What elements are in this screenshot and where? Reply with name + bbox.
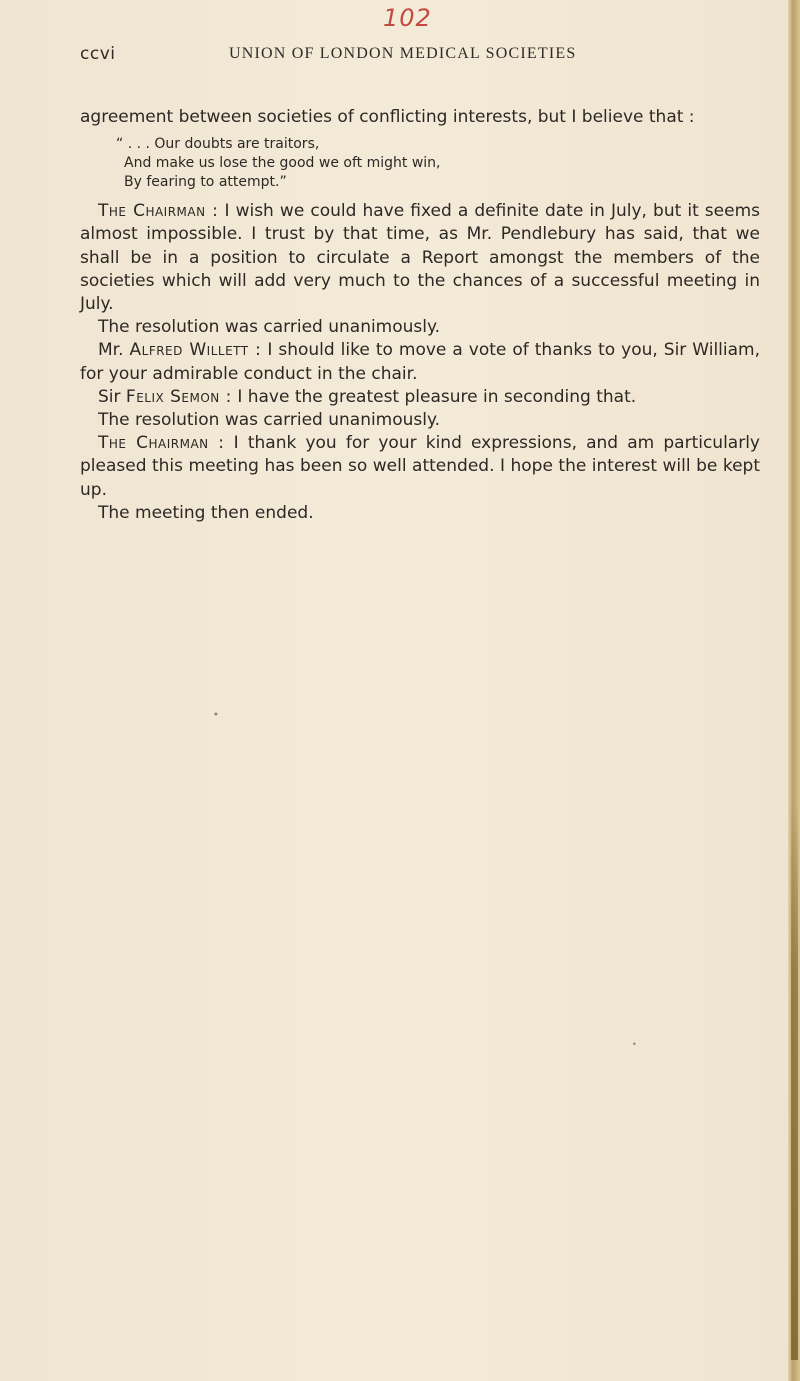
paragraph-text: I should like to move a vote of thanks to you, Sir William, for your admirable conduct in the chair. [80,340,760,384]
closing-paragraph: The meeting then ended. [98,502,314,523]
quote-line-1: “ . . . Our doubts are traitors, [116,136,320,153]
verse-quotation [116,135,760,192]
page-edge-stain [791,800,798,1360]
chairman-remarks-paragraph [80,200,760,316]
speaker-name: Felix Semon : [125,386,232,407]
paragraph-text: I thank you for your kind expressions, and am particularly pleased this meeting has been so well attended. I hope the interest will be kept up. [80,433,760,500]
quote-line-2: And make us lose the good we oft might win, [124,155,441,172]
speaker-prefix: Sir [98,386,126,407]
paper-speck: • [632,1040,637,1049]
page-header [80,44,720,70]
speaker-name: Alfred Willett : [129,340,262,361]
running-head: UNION OF LONDON MEDICAL SOCIETIES [229,45,577,62]
opening-paragraph: agreement between societies of conflicting interests, but I believe that : [80,107,695,127]
speaker-name: The Chairman : [98,201,219,222]
semon-paragraph [80,386,760,409]
body-text [80,106,760,525]
quote-line-3: By fearing to attempt.” [124,174,287,191]
paper-speck: • [213,710,219,721]
speaker-name: The Chairman : [98,433,225,454]
paragraph-text: I have the greatest pleasure in seconding that. [231,386,637,407]
handwritten-page-mark: 102 [383,4,432,32]
willett-paragraph [80,339,760,385]
paragraph-text: I wish we could have fixed a definite date in July, but it seems almost impossible. I trust by that time, as Mr. Pendlebury has said, that we shall be in a position to circulate a Report amongst the members of the societies which will add very much to the chances of a successful meeting in July. [80,201,760,315]
page-number: ccvi [80,44,116,64]
chairman-thanks-paragraph [80,432,760,502]
resolution-paragraph: The resolution was carried unanimously. [98,317,441,338]
resolution-paragraph-2: The resolution was carried unanimously. [98,410,441,431]
speaker-prefix: Mr. [98,340,130,361]
